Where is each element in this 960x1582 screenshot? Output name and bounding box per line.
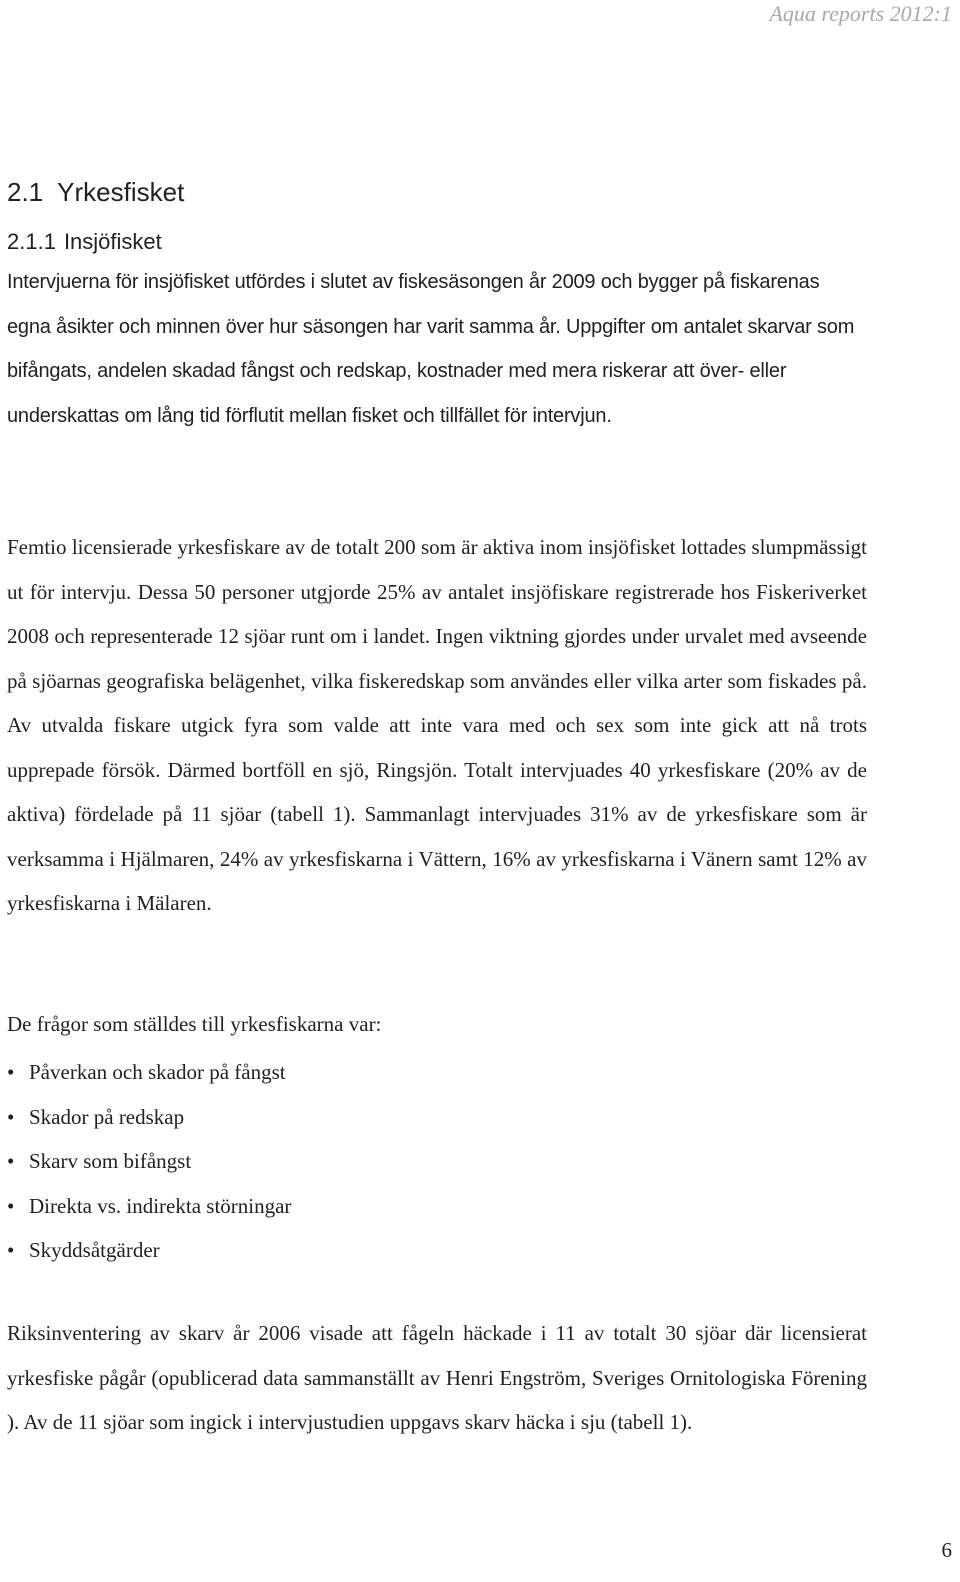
inventory-paragraph: Riksinventering av skarv år 2006 visade att fågeln häckade i 11 av totalt 30 sjöar där licensierat yrkesfiske pågår (opublicerad data sammanställt av Henri Engström, Sveriges Ornitologiska Förening ). Av de 11 sjöar som ingick i intervjustudien uppgavs skarv häcka i sju (tabell 1). (7, 1321, 867, 1434)
page-number: 6 (941, 1538, 952, 1562)
bullet-icon: • (7, 1060, 15, 1084)
section-title: Yrkesfisket (57, 177, 185, 207)
list-item-text: Påverkan och skador på fångst (29, 1060, 286, 1084)
list-item-text: Skador på redskap (29, 1104, 185, 1129)
bullet-icon: • (7, 1104, 15, 1129)
list-item (7, 1228, 291, 1273)
questions-intro: De frågor som ställdes till yrkesfiskarna var: (7, 1012, 382, 1036)
list-item (7, 1139, 291, 1184)
subsection-number: 2.1.1 (7, 229, 56, 254)
bullet-icon: • (7, 1193, 15, 1218)
bullet-icon: • (7, 1238, 15, 1262)
intro-paragraph: Intervjuerna för insjöfisket utfördes i slutet av fiskesäsongen år 2009 och bygger på fiskarenas egna åsikter och minnen över hur säsongen har varit samma år. Uppgifter om antalet skarvar som bifångats, andelen skadad fångst och redskap, kostnader med mera riskerar att över- eller underskattas om lång tid förflutit mellan fisket och tillfället för intervjun. (7, 271, 855, 427)
subsection-title: Insjöfisket (63, 229, 162, 254)
selection-paragraph: Femtio licensierade yrkesfiskare av de totalt 200 som är aktiva inom insjöfisket lottades slumpmässigt ut för intervju. Dessa 50 personer utgjorde 25% av antalet insjöfiskare registrerade hos Fiskeriverket 2008 och representerade 12 sjöar runt om i landet. Ingen viktning gjordes under urvalet med avseende på sjöarnas geografiska belägenhet, vilka fiskeredskap som användes eller vilka arter som fiskades på. Av utvalda fiskare utgick fyra som valde att inte vara med och sex som inte gick att nå trots upprepade försök. Därmed bortföll en sjö, Ringsjön. Totalt intervjuades 40 yrkesfiskare (20% av de aktiva) fördelade på 11 sjöar (tabell 1). Sammanlagt intervjuades 31% av de yrkesfiskare som är verksamma i Hjälmaren, 24% av yrkesfiskarna i Vättern, 16% av yrkesfiskarna i Vänern samt 12% av yrkesfiskarna i Mälaren. (7, 535, 867, 915)
section-heading (7, 176, 184, 208)
list-item-text: Direkta vs. indirekta störningar (29, 1193, 292, 1218)
list-item-text: Skarv som bifångst (29, 1149, 192, 1173)
questions-list (7, 1050, 291, 1273)
list-item (7, 1184, 291, 1229)
bullet-icon: • (7, 1149, 15, 1173)
list-item (7, 1095, 291, 1140)
list-item-text: Skyddsåtgärder (29, 1238, 160, 1262)
section-number: 2.1 (7, 177, 44, 207)
running-header: Aqua reports 2012:1 (769, 1, 952, 26)
list-item (7, 1050, 291, 1095)
subsection-heading (7, 228, 162, 256)
